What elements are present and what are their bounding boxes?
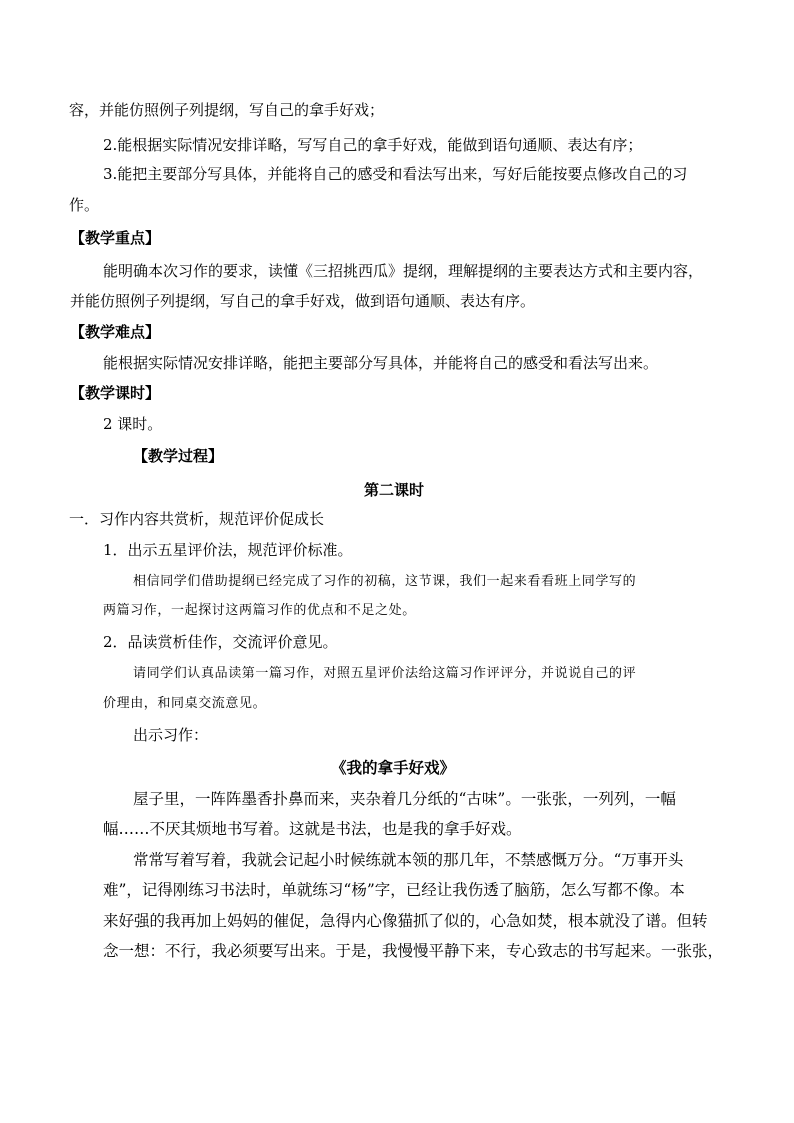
objective-item-2: 2.能根据实际情况安排详略，写写自己的拿手好戏，能做到语句通顺、表达有序； bbox=[103, 136, 643, 154]
step-1: 1．出示五星评价法，规范评价标准。 bbox=[103, 541, 353, 559]
essay-paragraph-2-cont3: 念一想：不行，我必须要写出来。于是，我慢慢平静下来，专心致志的书写起来。一张张， bbox=[103, 942, 724, 960]
step-2-note-cont: 价理由，和同桌交流意见。 bbox=[103, 696, 267, 711]
section-heading: 一．习作内容共赏析，规范评价促成长 bbox=[69, 510, 325, 528]
essay-paragraph-1-cont: 幅……不厌其烦地书写着。这就是书法，也是我的拿手好戏。 bbox=[103, 820, 522, 838]
lesson-title: 第二课时 bbox=[364, 481, 425, 499]
hours-heading: 【教学课时】 bbox=[70, 384, 161, 402]
key-points-text-cont: 并能仿照例子列提纲，写自己的拿手好戏，做到语句通顺、表达有序。 bbox=[70, 292, 536, 310]
objective-item-3-cont: 作。 bbox=[69, 196, 100, 214]
show-essay-label: 出示习作： bbox=[133, 726, 209, 744]
difficulties-heading: 【教学难点】 bbox=[70, 323, 161, 341]
hours-value: 2 课时。 bbox=[103, 415, 163, 433]
objectives-line: 容，并能仿照例子列提纲，写自己的拿手好戏； bbox=[69, 101, 385, 119]
essay-paragraph-2-cont1: 难”，记得刚练习书法时，单就练习“杨”字，已经让我伤透了脑筋，怎么写都不像。本 bbox=[103, 881, 685, 899]
step-1-note: 相信同学们借助提纲已经完成了习作的初稿，这节课，我们一起来看看班上同学写的 bbox=[133, 574, 637, 589]
essay-title: 《我的拿手好戏》 bbox=[331, 758, 456, 777]
key-points-heading: 【教学重点】 bbox=[70, 229, 161, 247]
process-heading: 【教学过程】 bbox=[133, 447, 224, 465]
essay-paragraph-2: 常常写着写着，我就会记起小时候练就本领的那几年，不禁感慨万分。“万事开头 bbox=[133, 851, 684, 869]
step-1-note-cont: 两篇习作，一起探讨这两篇习作的优点和不足之处。 bbox=[103, 603, 416, 618]
step-2: 2．品读赏析佳作，交流评价意见。 bbox=[103, 633, 338, 651]
essay-paragraph-2-cont2: 来好强的我再加上妈妈的催促，急得内心像猫抓了似的，心急如焚，根本就没了谱。但转 bbox=[103, 912, 708, 930]
objective-item-3: 3.能把主要部分写具体，并能将自己的感受和看法写出来，写好后能按要点修改自己的习 bbox=[103, 165, 688, 183]
difficulties-text: 能根据实际情况安排详略，能把主要部分写具体，并能将自己的感受和看法写出来。 bbox=[103, 354, 659, 372]
essay-paragraph-1: 屋子里，一阵阵墨香扑鼻而来，夹杂着几分纸的“古味”。一张张，一列列，一幅 bbox=[133, 790, 676, 808]
step-2-note: 请同学们认真品读第一篇习作，对照五星评价法给这篇习作评评分，并说说自己的评 bbox=[133, 666, 637, 681]
key-points-text: 能明确本次习作的要求，读懂《三招挑西瓜》提纲，理解提纲的主要表达方式和主要内容， bbox=[103, 262, 704, 280]
